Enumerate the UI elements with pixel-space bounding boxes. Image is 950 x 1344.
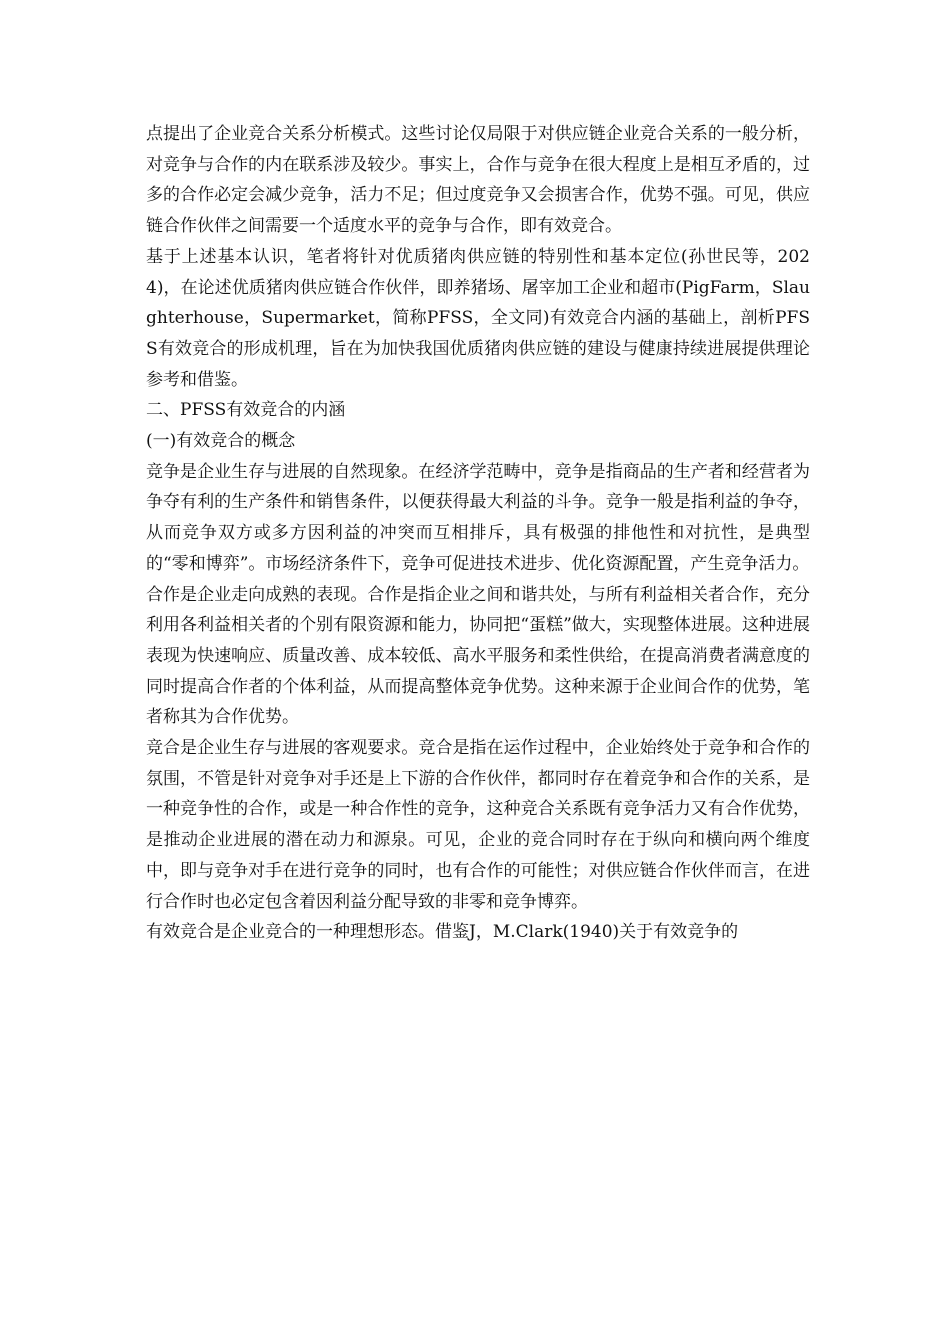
paragraph-effective-coopetition: 有效竞合是企业竞合的一种理想形态。借鉴J，M.Clark(1940)关于有效竞争的: [146, 922, 739, 943]
paragraph-intro-continuation: 点提出了企业竞合关系分析模式。这些讨论仅局限于对供应链企业竞合关系的一般分析，对竞争与合作的内在联系涉及较少。事实上，合作与竞争在很大程度上是相互矛盾的，过多的合作必定会减少竞争，活力不足；但过度竞争又会损害合作，优势不强。可见，供应链合作伙伴之间需要一个适度水平的竞争与合作，即有效竞合。: [146, 124, 810, 237]
paragraph-competition: 竞争是企业生存与进展的自然现象。在经济学范畴中，竞争是指商品的生产者和经营者为争夺有利的生产条件和销售条件，以便获得最大利益的斗争。竞争一般是指利益的争夺，从而竞争双方或多方因利益的冲突而互相排斥，具有极强的排他性和对抗性，是典型的“零和博弈”。市场经济条件下，竞争可促进技术进步、优化资源配置，产生竞争活力。: [146, 461, 810, 574]
paragraph-coopetition: 竞合是企业生存与进展的客观要求。竞合是指在运作过程中，企业始终处于竞争和合作的氛围，不管是针对竞争对手还是上下游的合作伙伴，都同时存在着竞争和合作的关系，是一种竞争性的合作，或是一种合作性的竞争，这种竞合关系既有竞争活力又有合作优势，是推动企业进展的潜在动力和源泉。可见，企业的竞合同时存在于纵向和横向两个维度中，即与竞争对手在进行竞争的同时，也有合作的可能性；对供应链合作伙伴而言，在进行合作时也必定包含着因利益分配导致的非零和竞争博弈。: [146, 738, 810, 912]
paragraph-basic-understanding: 基于上述基本认识，笔者将针对优质猪肉供应链的特别性和基本定位(孙世民等，2024)，在论述优质猪肉供应链合作伙伴，即养猪场、屠宰加工企业和超市(PigFarm，Slaughterhouse，Supermarket，简称PFSS，全文同)有效竞合内涵的基础上，剖析PFSS有效竞合的形成机理，旨在为加快我国优质猪肉供应链的建设与健康持续进展提供理论参考和借鉴。: [146, 246, 810, 390]
subsection-heading-concept: (一)有效竞合的概念: [146, 431, 296, 452]
section-heading-pfss-connotation: 二、PFSS有效竞合的内涵: [146, 400, 346, 421]
paragraph-cooperation: 合作是企业走向成熟的表现。合作是指企业之间和谐共处，与所有利益相关者合作，充分利用各利益相关者的个别有限资源和能力，协同把“蛋糕”做大，实现整体进展。这种进展表现为快速响应、质量改善、成本较低、高水平服务和柔性供给，在提高消费者满意度的同时提高合作者的个体利益，从而提高整体竞争优势。这种来源于企业间合作的优势，笔者称其为合作优势。: [146, 584, 810, 728]
document-body: [146, 119, 810, 948]
